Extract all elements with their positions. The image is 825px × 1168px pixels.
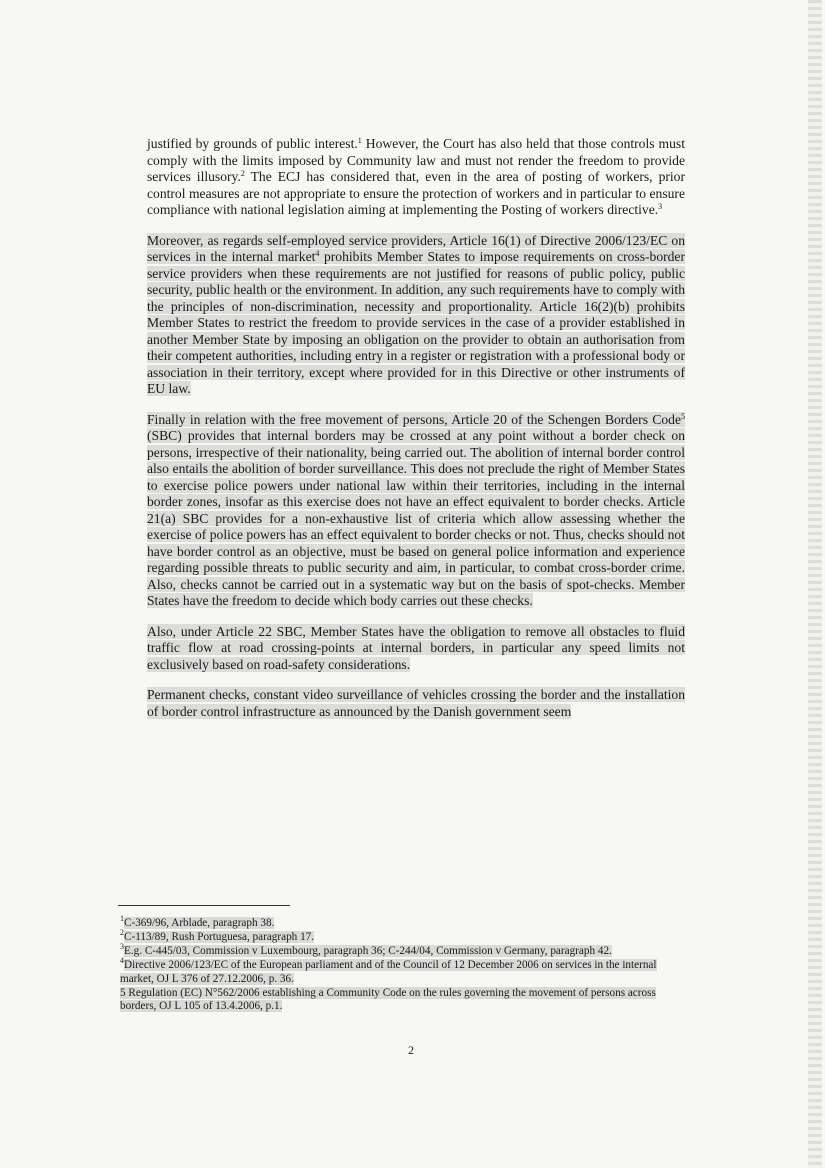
paragraph-text: Finally in relation with the free movement of persons, Article 20 of the Schengen Borders Code (147, 411, 681, 427)
paragraph-text: However, the Court has also held that those controls must comply with the limits imposed by Community law and must not render the freedom to provide services illusory. (147, 136, 685, 184)
page-number: 2 (408, 1043, 414, 1057)
paragraph-text: Moreover, as regards self-employed service providers, Article 16(1) of Directive 2006/123/EC on services in the internal market (147, 232, 685, 264)
footnote-separator (118, 905, 290, 906)
body-text (147, 136, 685, 734)
footnote-1: $^1$C-369/96, Arblade, paragraph 38. (120, 914, 275, 929)
paragraph-5 (147, 687, 685, 720)
footnote-ref: 5 (681, 411, 685, 421)
paragraph-2 (147, 233, 685, 398)
scan-edge-artifact (808, 0, 822, 1168)
footnote-ref: 3 (658, 202, 663, 211)
paragraph-text: Also, under Article 22 SBC, Member States have the obligation to remove all obstacles to fluid traffic flow at road crossing-points at internal borders, in particular any speed limits not exclusively based on road-safety considerations. (147, 623, 685, 672)
paragraph-4 (147, 624, 685, 674)
paragraph-text: justified by grounds of public interest. (147, 136, 358, 151)
footnotes (120, 914, 670, 1014)
paragraph-text: The ECJ has considered that, even in the area of posting of workers, prior control measures are not appropriate to ensure the protection of workers and in particular to ensure compliance with national legislation aiming at implementing the Posting of workers directive. (147, 169, 686, 217)
paragraph-1 (147, 136, 685, 219)
footnote-2: $^2$C-113/89, Rush Portuguesa, paragraph 17. (120, 928, 315, 943)
footnote-5: 5 Regulation (EC) N°562/2006 establishing a Community Code on the rules governing the movement of persons across borders, OJ L 105 of 13.4.2006, p.1. (120, 986, 656, 1012)
footnote-ref: 1 (357, 136, 362, 145)
paragraph-3 (147, 412, 685, 610)
footnote-3: $^3$E.g. C-445/03, Commission v Luxembourg, paragraph 36; C-244/04, Commission v Germany, paragraph 42. (120, 942, 612, 957)
footnote-4: $^4$Directive 2006/123/EC of the European parliament and of the Council of 12 December 2006 on services in the internal market, OJ L 376 of 27.12.2006, p. 36. (120, 956, 657, 985)
footnote-ref: 4 (315, 249, 320, 258)
footnote-ref: 2 (240, 169, 245, 178)
paragraph-text: prohibits Member States to impose requirements on cross-border service providers when these requirements are not justified for reasons of public policy, public security, public health or the environment. In addition, any such requirements have to comply with the principles of non-discrimination, necessity and proportionality. Article 16(2)(b) prohibits Member States to restrict the freedom to provide services in the case of a provider established in another Member State by imposing an obligation on the provider to obtain an authorisation from their competent authorities, including entry in a register or registration with a professional body or association in their territory, except where provided for in this Directive or other instruments of EU law. (147, 249, 685, 396)
paragraph-text: (SBC) provides that internal borders may be crossed at any point without a border check on persons, irrespective of their nationality, being carried out. The abolition of internal border control also entails the abolition of border surveillance. This does not preclude the right of Member States to exercise police powers under national law within their territories, including in the internal border zones, insofar as this exercise does not have an effect equivalent to border checks. Article 21(a) SBC provides for a non-exhaustive list of criteria which allow assessing whether the exercise of police powers has an effect equivalent to border checks or not. Thus, checks should not have border control as an objective, must be based on general police information and experience regarding possible threats to public security and aim, in particular, to combat cross-border crime. Also, checks cannot be carried out in a systematic way but on the basis of spot-checks. Member States have the freedom to decide which body carries out these checks. (147, 428, 685, 608)
paragraph-text: Permanent checks, constant video surveillance of vehicles crossing the border and the installation of border control infrastructure as announced by the Danish government seem (147, 687, 685, 719)
